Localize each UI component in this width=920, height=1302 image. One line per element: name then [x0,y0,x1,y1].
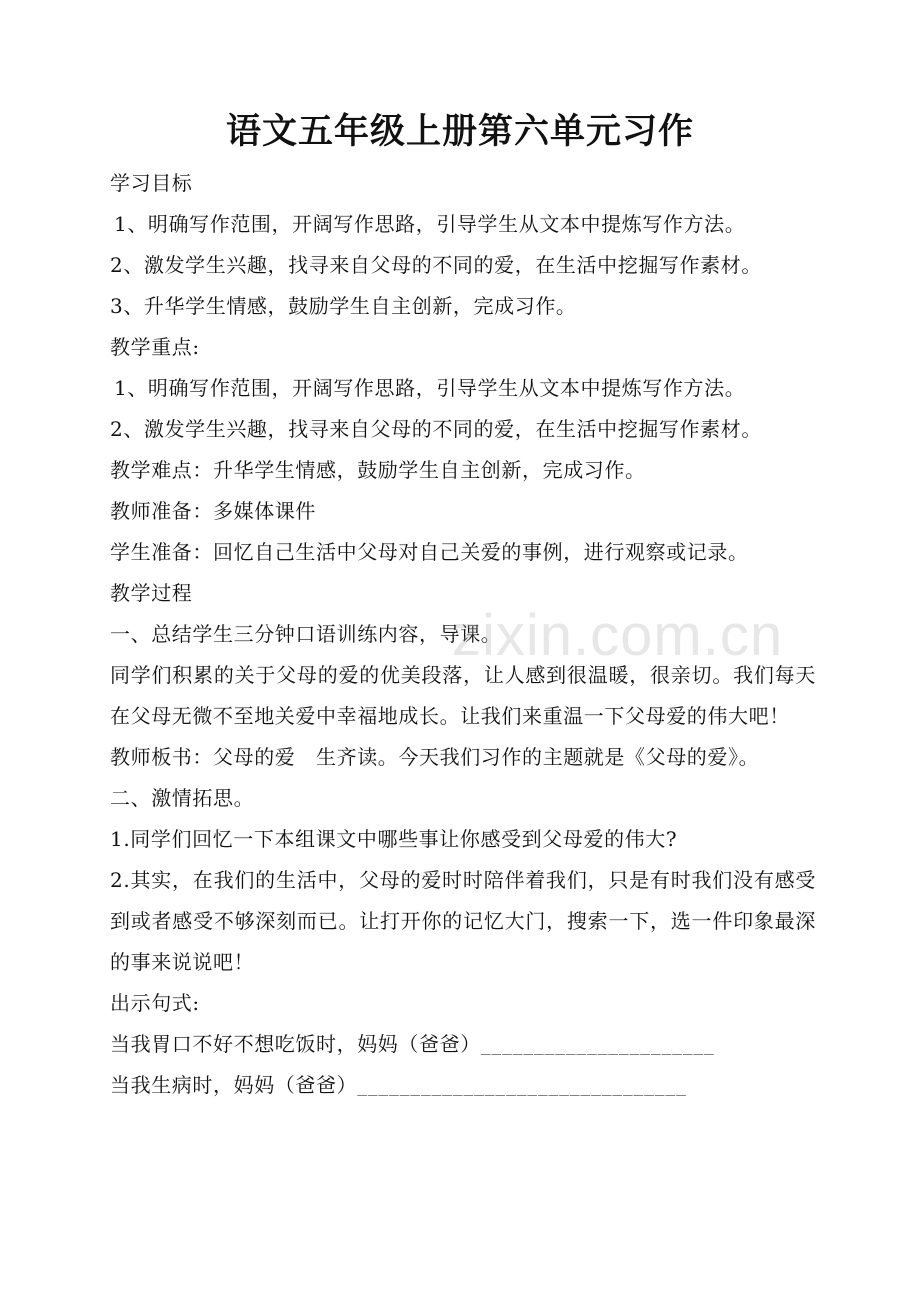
key-point-item-1: 1、明确写作范围，开阔写作思路，引导学生从文本中提炼写作方法。 [114,376,746,400]
fill-blank-1: ______________________ [480,1036,715,1055]
sentence-pattern-1-text: 当我胃口不好不想吃饭时，妈妈（爸爸） [110,1032,481,1056]
sentence-pattern-2-text: 当我生病时，妈妈（爸爸） [110,1073,358,1097]
document-title: 语文五年级上册第六单元习作 [225,112,694,152]
key-point-item-2: 2、激发学生兴趣，找寻来自父母的不同的爱，在生活中挖掘写作素材。 [110,417,762,441]
board-writing-line: 教师板书：父母的爱 生齐读。今天我们习作的主题就是《父母的爱》。 [110,745,760,769]
intro-paragraph: 同学们积累的关于父母的爱的优美段落，让人感到很温暖，很亲切。我们每天在父母无微不至地关爱中幸福地成长。让我们来重温一下父母爱的伟大吧！ [110,663,816,728]
sentence-pattern-heading: 出示句式: [110,991,200,1015]
fill-blank-2: _______________________________ [357,1077,687,1096]
question-2-paragraph: 2.其实，在我们的生活中，父母的爱时时陪伴着我们，只是有时我们没有感受到或者感受不够深刻而已。让打开你的记忆大门，搜索一下，选一件印象最深的事来说说吧！ [110,868,816,974]
section-heading-objectives: 学习目标 [110,171,193,195]
objective-item-3: 3、升华学生情感，鼓励学生自主创新，完成习作。 [110,294,577,318]
student-prep-line: 学生准备：回忆自己生活中父母对自己关爱的事例，进行观察或记录。 [110,540,749,564]
sentence-pattern-1 [110,1024,816,1065]
difficulty-line: 教学难点：升华学生情感，鼓励学生自主创新，完成习作。 [110,458,646,482]
objective-item-1: 1、明确写作范围，开阔写作思路，引导学生从文本中提炼写作方法。 [114,212,746,236]
objective-item-2: 2、激发学生兴趣，找寻来自父母的不同的爱，在生活中挖掘写作素材。 [110,253,762,277]
process-step-2: 二、激情拓思。 [110,786,255,810]
section-heading-process: 教学过程 [110,581,193,605]
watermark-text: zixin.com.cn [452,603,784,668]
sentence-pattern-2 [110,1065,816,1106]
document-body [110,163,816,1106]
teacher-prep-line: 教师准备：多媒体课件 [110,499,316,523]
question-1: 1.同学们回忆一下本组课文中哪些事让你感受到父母爱的伟大? [110,827,678,851]
process-step-1: 一、总结学生三分钟口语训练内容，导课。 [110,622,502,646]
section-heading-key-points: 教学重点: [110,335,200,359]
